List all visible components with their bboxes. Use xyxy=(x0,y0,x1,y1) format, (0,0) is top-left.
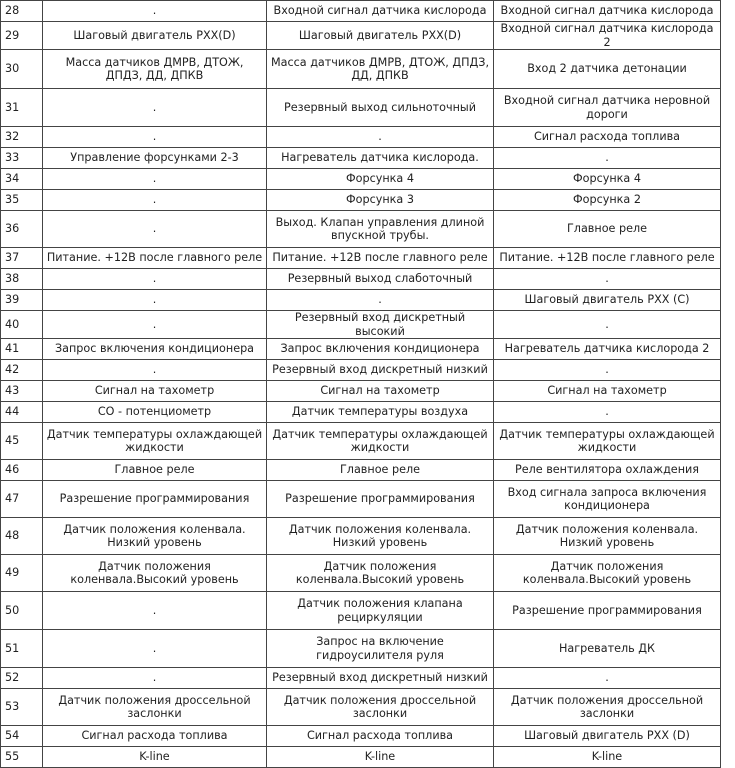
variant-3-cell: K-line xyxy=(494,747,721,768)
variant-1-cell: Питание. +12В после главного реле xyxy=(43,248,267,269)
pin-number-cell: 43 xyxy=(1,381,43,402)
variant-2-cell: Нагреватель датчика кислорода. xyxy=(267,148,494,169)
variant-2-cell: Датчик положения коленвала. Низкий уровень xyxy=(267,518,494,555)
variant-2-cell: Датчик положения коленвала.Высокий уровень xyxy=(267,555,494,592)
variant-1-cell: . xyxy=(43,668,267,689)
table-row xyxy=(1,339,721,360)
variant-2-cell: Резервный выход сильноточный xyxy=(267,89,494,127)
variant-2-cell: Резервный вход дискретный низкий xyxy=(267,360,494,381)
table-row xyxy=(1,668,721,689)
pin-number-cell: 29 xyxy=(1,22,43,50)
pin-number-cell: 52 xyxy=(1,668,43,689)
variant-2-cell: Датчик положения клапана рециркуляции xyxy=(267,592,494,630)
variant-3-cell: Шаговый двигатель РХХ (C) xyxy=(494,290,721,311)
variant-3-cell: Главное реле xyxy=(494,211,721,248)
table-row xyxy=(1,423,721,460)
variant-3-cell: Нагреватель ДК xyxy=(494,630,721,668)
table-row xyxy=(1,481,721,518)
variant-3-cell: Питание. +12В после главного реле xyxy=(494,248,721,269)
variant-1-cell: Датчик положения коленвала. Низкий уровень xyxy=(43,518,267,555)
variant-2-cell: Датчик температуры воздуха xyxy=(267,402,494,423)
pinout-table-body xyxy=(1,1,721,768)
pin-number-cell: 35 xyxy=(1,190,43,211)
variant-1-cell: Запрос включения кондиционера xyxy=(43,339,267,360)
variant-2-cell: Форсунка 3 xyxy=(267,190,494,211)
table-row xyxy=(1,402,721,423)
variant-3-cell: Разрешение программирования xyxy=(494,592,721,630)
table-row xyxy=(1,518,721,555)
pin-number-cell: 32 xyxy=(1,127,43,148)
variant-3-cell: Сигнал на тахометр xyxy=(494,381,721,402)
variant-1-cell: Масса датчиков ДМРВ, ДТОЖ, ДПДЗ, ДД, ДПКВ xyxy=(43,50,267,89)
variant-2-cell: K-line xyxy=(267,747,494,768)
variant-2-cell: Резервный вход дискретный высокий xyxy=(267,311,494,339)
variant-2-cell: Форсунка 4 xyxy=(267,169,494,190)
pin-number-cell: 47 xyxy=(1,481,43,518)
table-row xyxy=(1,22,721,50)
variant-1-cell: . xyxy=(43,127,267,148)
variant-1-cell: . xyxy=(43,269,267,290)
variant-1-cell: . xyxy=(43,211,267,248)
table-row xyxy=(1,290,721,311)
variant-1-cell: . xyxy=(43,1,267,22)
table-row xyxy=(1,747,721,768)
variant-2-cell: Запрос включения кондиционера xyxy=(267,339,494,360)
pin-number-cell: 33 xyxy=(1,148,43,169)
variant-2-cell: Резервный вход дискретный низкий xyxy=(267,668,494,689)
table-row xyxy=(1,269,721,290)
variant-3-cell: Датчик положения коленвала. Низкий уровень xyxy=(494,518,721,555)
variant-2-cell: Резервный выход слаботочный xyxy=(267,269,494,290)
variant-3-cell: Входной сигнал датчика неровной дороги xyxy=(494,89,721,127)
table-row xyxy=(1,169,721,190)
table-row xyxy=(1,630,721,668)
pin-number-cell: 31 xyxy=(1,89,43,127)
variant-2-cell: Главное реле xyxy=(267,460,494,481)
variant-2-cell: Запрос на включение гидроусилителя руля xyxy=(267,630,494,668)
variant-2-cell: Сигнал на тахометр xyxy=(267,381,494,402)
variant-1-cell: Сигнал расхода топлива xyxy=(43,726,267,747)
pin-number-cell: 54 xyxy=(1,726,43,747)
table-row xyxy=(1,190,721,211)
pin-number-cell: 40 xyxy=(1,311,43,339)
variant-3-cell: Датчик температуры охлаждающей жидкости xyxy=(494,423,721,460)
variant-3-cell: Нагреватель датчика кислорода 2 xyxy=(494,339,721,360)
variant-2-cell: Входной сигнал датчика кислорода xyxy=(267,1,494,22)
variant-2-cell: Шаговый двигатель РХХ(D) xyxy=(267,22,494,50)
table-row xyxy=(1,555,721,592)
pin-number-cell: 45 xyxy=(1,423,43,460)
variant-1-cell: . xyxy=(43,592,267,630)
variant-1-cell: . xyxy=(43,290,267,311)
table-row xyxy=(1,211,721,248)
pin-number-cell: 48 xyxy=(1,518,43,555)
variant-2-cell: Сигнал расхода топлива xyxy=(267,726,494,747)
pin-number-cell: 36 xyxy=(1,211,43,248)
variant-3-cell: . xyxy=(494,360,721,381)
variant-2-cell: Разрешение программирования xyxy=(267,481,494,518)
table-row xyxy=(1,248,721,269)
variant-1-cell: Датчик температуры охлаждающей жидкости xyxy=(43,423,267,460)
variant-1-cell: . xyxy=(43,630,267,668)
table-row xyxy=(1,127,721,148)
table-row xyxy=(1,460,721,481)
variant-1-cell: . xyxy=(43,360,267,381)
variant-3-cell: . xyxy=(494,148,721,169)
table-row xyxy=(1,311,721,339)
variant-2-cell: Датчик температуры охлаждающей жидкости xyxy=(267,423,494,460)
pin-number-cell: 49 xyxy=(1,555,43,592)
table-row xyxy=(1,689,721,726)
pin-number-cell: 42 xyxy=(1,360,43,381)
variant-1-cell: Сигнал на тахометр xyxy=(43,381,267,402)
variant-3-cell: Датчик положения дроссельной заслонки xyxy=(494,689,721,726)
table-row xyxy=(1,360,721,381)
variant-1-cell: Датчик положения дроссельной заслонки xyxy=(43,689,267,726)
variant-3-cell: Входной сигнал датчика кислорода 2 xyxy=(494,22,721,50)
variant-2-cell: . xyxy=(267,127,494,148)
pin-number-cell: 30 xyxy=(1,50,43,89)
variant-3-cell: Шаговый двигатель РХХ (D) xyxy=(494,726,721,747)
pin-number-cell: 41 xyxy=(1,339,43,360)
variant-2-cell: Питание. +12В после главного реле xyxy=(267,248,494,269)
variant-2-cell: Масса датчиков ДМРВ, ДТОЖ, ДПДЗ, ДД, ДПКВ xyxy=(267,50,494,89)
pin-number-cell: 44 xyxy=(1,402,43,423)
variant-3-cell: . xyxy=(494,311,721,339)
variant-1-cell: Шаговый двигатель РХХ(D) xyxy=(43,22,267,50)
table-row xyxy=(1,1,721,22)
variant-3-cell: Реле вентилятора охлаждения xyxy=(494,460,721,481)
variant-1-cell: K-line xyxy=(43,747,267,768)
pin-number-cell: 38 xyxy=(1,269,43,290)
variant-3-cell: . xyxy=(494,402,721,423)
variant-3-cell: . xyxy=(494,668,721,689)
variant-3-cell: Датчик положения коленвала.Высокий уровень xyxy=(494,555,721,592)
pin-number-cell: 50 xyxy=(1,592,43,630)
variant-3-cell: Форсунка 4 xyxy=(494,169,721,190)
variant-2-cell: . xyxy=(267,290,494,311)
variant-2-cell: Датчик положения дроссельной заслонки xyxy=(267,689,494,726)
table-row xyxy=(1,89,721,127)
variant-1-cell: Датчик положения коленвала.Высокий уровень xyxy=(43,555,267,592)
variant-3-cell: Вход 2 датчика детонации xyxy=(494,50,721,89)
variant-3-cell: . xyxy=(494,269,721,290)
table-row xyxy=(1,148,721,169)
variant-3-cell: Форсунка 2 xyxy=(494,190,721,211)
variant-3-cell: Сигнал расхода топлива xyxy=(494,127,721,148)
variant-1-cell: . xyxy=(43,190,267,211)
variant-1-cell: Разрешение программирования xyxy=(43,481,267,518)
pin-number-cell: 37 xyxy=(1,248,43,269)
pin-number-cell: 51 xyxy=(1,630,43,668)
pin-number-cell: 53 xyxy=(1,689,43,726)
pin-number-cell: 28 xyxy=(1,1,43,22)
table-row xyxy=(1,50,721,89)
variant-1-cell: Управление форсунками 2-3 xyxy=(43,148,267,169)
table-row xyxy=(1,381,721,402)
pin-number-cell: 34 xyxy=(1,169,43,190)
variant-1-cell: Главное реле xyxy=(43,460,267,481)
variant-1-cell: . xyxy=(43,89,267,127)
variant-3-cell: Входной сигнал датчика кислорода xyxy=(494,1,721,22)
table-row xyxy=(1,592,721,630)
pin-number-cell: 55 xyxy=(1,747,43,768)
pin-number-cell: 39 xyxy=(1,290,43,311)
variant-3-cell: Вход сигнала запроса включения кондиционера xyxy=(494,481,721,518)
pin-number-cell: 46 xyxy=(1,460,43,481)
variant-1-cell: . xyxy=(43,169,267,190)
table-row xyxy=(1,726,721,747)
variant-1-cell: . xyxy=(43,311,267,339)
variant-2-cell: Выход. Клапан управления длиной впускной трубы. xyxy=(267,211,494,248)
variant-1-cell: СО - потенциометр xyxy=(43,402,267,423)
